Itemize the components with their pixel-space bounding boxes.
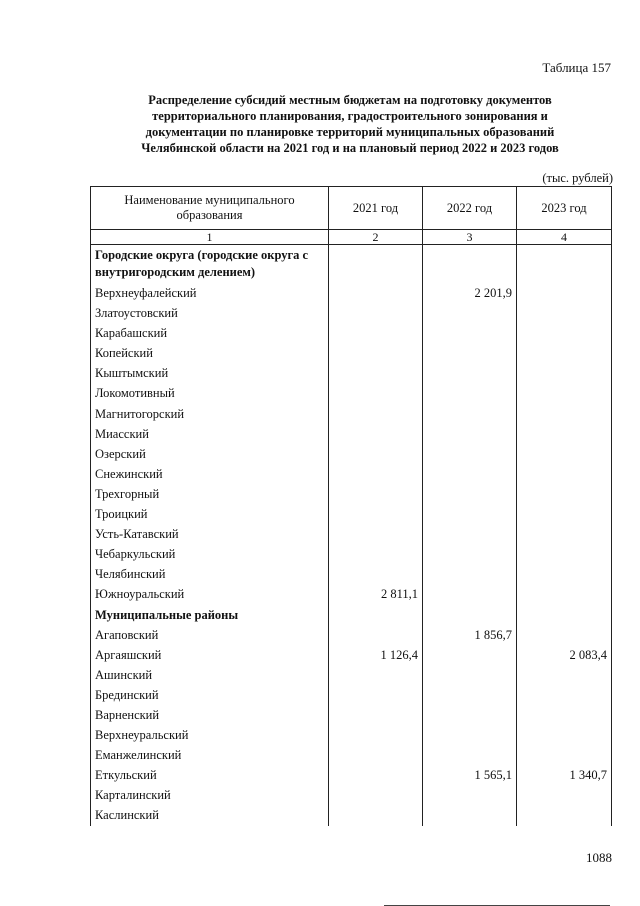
row-name: Муниципальные районы <box>91 605 329 625</box>
value-2022 <box>423 464 517 484</box>
value-2022 <box>423 323 517 343</box>
table-row <box>91 584 612 604</box>
value-2022 <box>423 404 517 424</box>
value-2021 <box>329 705 423 725</box>
value-2023 <box>517 383 612 403</box>
value-2022 <box>423 705 517 725</box>
table-row <box>91 424 612 444</box>
column-header-2023: 2023 год <box>517 187 612 230</box>
column-header-name: Наименование муниципального образования <box>91 187 329 230</box>
row-name: Магнитогорский <box>91 404 329 424</box>
value-2021 <box>329 544 423 564</box>
value-2023 <box>517 564 612 584</box>
value-2021 <box>329 444 423 464</box>
value-2023 <box>517 283 612 303</box>
value-2022 <box>423 444 517 464</box>
row-name: Копейский <box>91 343 329 363</box>
value-2023 <box>517 584 612 604</box>
table-row <box>91 404 612 424</box>
value-2023 <box>517 725 612 745</box>
value-2023 <box>517 745 612 765</box>
column-number: 1 <box>91 230 329 245</box>
value-2023 <box>517 504 612 524</box>
table-row <box>91 805 612 825</box>
title-line: Челябинской области на 2021 год и на плановый период 2022 и 2023 годов <box>141 141 559 155</box>
table-row <box>91 444 612 464</box>
value-2022 <box>423 544 517 564</box>
row-name: Чебаркульский <box>91 544 329 564</box>
value-2022 <box>423 665 517 685</box>
value-2023 <box>517 605 612 625</box>
value-2022 <box>423 645 517 665</box>
table-row <box>91 464 612 484</box>
table-row <box>91 544 612 564</box>
table-number: Таблица 157 <box>542 60 611 75</box>
column-header-2022: 2022 год <box>423 187 517 230</box>
value-2022 <box>423 564 517 584</box>
value-2023 <box>517 464 612 484</box>
value-2023 <box>517 245 612 284</box>
column-header-2021: 2021 год <box>329 187 423 230</box>
value-2021 <box>329 685 423 705</box>
table-row <box>91 363 612 383</box>
value-2023 <box>517 544 612 564</box>
table-row <box>91 283 612 303</box>
row-name: Снежинский <box>91 464 329 484</box>
value-2023 <box>517 705 612 725</box>
title-line: документации по планировке территорий муниципальных образований <box>145 125 555 139</box>
value-2023 <box>517 303 612 323</box>
row-name: Южноуральский <box>91 584 329 604</box>
value-2021 <box>329 363 423 383</box>
table-row <box>91 665 612 685</box>
value-2021 <box>329 785 423 805</box>
units-note: (тыс. рублей) <box>542 171 613 185</box>
value-2023 <box>517 524 612 544</box>
subsidy-table <box>90 186 612 826</box>
row-name: Трехгорный <box>91 484 329 504</box>
value-2021 <box>329 404 423 424</box>
value-2022: 2 201,9 <box>423 283 517 303</box>
value-2022 <box>423 524 517 544</box>
header-row <box>91 187 612 230</box>
value-2021 <box>329 625 423 645</box>
table-row <box>91 383 612 403</box>
table-row <box>91 765 612 785</box>
title-line: территориального планирования, градостроительного зонирования и <box>152 109 548 123</box>
value-2021: 1 126,4 <box>329 645 423 665</box>
value-2023 <box>517 323 612 343</box>
table-row <box>91 785 612 805</box>
value-2022 <box>423 584 517 604</box>
value-2023 <box>517 424 612 444</box>
row-name: Карабашский <box>91 323 329 343</box>
value-2022 <box>423 745 517 765</box>
table-row <box>91 343 612 363</box>
table-row <box>91 685 612 705</box>
value-2023 <box>517 444 612 464</box>
value-2021 <box>329 504 423 524</box>
value-2022 <box>423 504 517 524</box>
table-row <box>91 645 612 665</box>
table-row <box>91 705 612 725</box>
row-name: Озерский <box>91 444 329 464</box>
table-row <box>91 303 612 323</box>
table-row <box>91 625 612 645</box>
value-2023 <box>517 665 612 685</box>
value-2023 <box>517 625 612 645</box>
value-2021 <box>329 343 423 363</box>
column-number-row <box>91 230 612 245</box>
column-number: 3 <box>423 230 517 245</box>
row-name: Кыштымский <box>91 363 329 383</box>
value-2022 <box>423 484 517 504</box>
value-2022 <box>423 785 517 805</box>
row-name: Агаповский <box>91 625 329 645</box>
title-line: Распределение субсидий местным бюджетам на подготовку документов <box>148 93 552 107</box>
value-2021 <box>329 283 423 303</box>
value-2023 <box>517 484 612 504</box>
value-2021 <box>329 303 423 323</box>
value-2022 <box>423 343 517 363</box>
value-2022 <box>423 424 517 444</box>
row-name: Троицкий <box>91 504 329 524</box>
value-2021 <box>329 725 423 745</box>
value-2021 <box>329 245 423 284</box>
row-name: Карталинский <box>91 785 329 805</box>
value-2021 <box>329 323 423 343</box>
value-2021 <box>329 564 423 584</box>
row-name: Верхнеуральский <box>91 725 329 745</box>
table-row <box>91 564 612 584</box>
value-2021 <box>329 805 423 825</box>
value-2022 <box>423 725 517 745</box>
value-2021 <box>329 745 423 765</box>
row-name: Миасский <box>91 424 329 444</box>
row-name: Аргаяшский <box>91 645 329 665</box>
value-2021 <box>329 424 423 444</box>
value-2023: 2 083,4 <box>517 645 612 665</box>
row-name: Усть-Катавский <box>91 524 329 544</box>
table-row <box>91 524 612 544</box>
page-number: 1088 <box>586 850 612 865</box>
value-2021 <box>329 484 423 504</box>
value-2022 <box>423 685 517 705</box>
value-2021 <box>329 665 423 685</box>
value-2022: 1 856,7 <box>423 625 517 645</box>
table-row <box>91 323 612 343</box>
row-name: Локомотивный <box>91 383 329 403</box>
value-2021 <box>329 464 423 484</box>
value-2022: 1 565,1 <box>423 765 517 785</box>
column-number: 2 <box>329 230 423 245</box>
value-2023 <box>517 685 612 705</box>
document-title <box>90 92 610 156</box>
row-name: Челябинский <box>91 564 329 584</box>
table-body <box>91 245 612 826</box>
row-name: Каслинский <box>91 805 329 825</box>
value-2023 <box>517 805 612 825</box>
value-2022 <box>423 805 517 825</box>
row-name: Еманжелинский <box>91 745 329 765</box>
value-2021 <box>329 524 423 544</box>
value-2021 <box>329 383 423 403</box>
value-2022 <box>423 605 517 625</box>
value-2023 <box>517 343 612 363</box>
group-row <box>91 245 612 284</box>
value-2023 <box>517 785 612 805</box>
row-name: Городские округа (городские округа с внутригородским делением) <box>91 245 329 284</box>
row-name: Ашинский <box>91 665 329 685</box>
row-name: Варненский <box>91 705 329 725</box>
row-name: Верхнеуфалейский <box>91 283 329 303</box>
group-row <box>91 605 612 625</box>
value-2023 <box>517 404 612 424</box>
value-2021 <box>329 605 423 625</box>
table-row <box>91 484 612 504</box>
value-2023 <box>517 363 612 383</box>
table-row <box>91 504 612 524</box>
row-name: Еткульский <box>91 765 329 785</box>
row-name: Златоустовский <box>91 303 329 323</box>
value-2023: 1 340,7 <box>517 765 612 785</box>
column-number: 4 <box>517 230 612 245</box>
table-row <box>91 745 612 765</box>
value-2022 <box>423 383 517 403</box>
row-name: Брединский <box>91 685 329 705</box>
value-2022 <box>423 363 517 383</box>
value-2021 <box>329 765 423 785</box>
table-row <box>91 725 612 745</box>
value-2022 <box>423 245 517 284</box>
value-2022 <box>423 303 517 323</box>
value-2021: 2 811,1 <box>329 584 423 604</box>
